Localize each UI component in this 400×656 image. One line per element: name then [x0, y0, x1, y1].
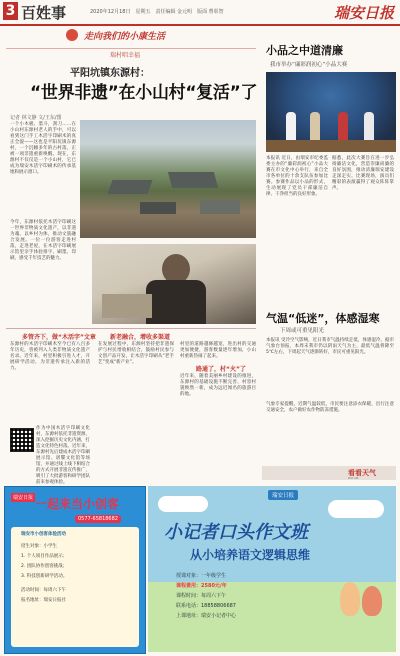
- ad-left-phone: 0577-65818682: [75, 515, 121, 523]
- header-design: 版面 曹彰智: [197, 9, 224, 15]
- ad-left-line: 招生对象：小学生: [21, 544, 57, 549]
- maker-ad[interactable]: [4, 486, 146, 654]
- subtitle-3: 路通了，村“火”了: [196, 366, 246, 373]
- ad-left-tag: 瑞安日报: [13, 495, 34, 501]
- article-column-7: 近年来，随着美丽乡村建设的推进，东源村的基础设施不断完善，村容村貌焕然一新，成为远近闻名的旅游目的地。: [180, 374, 256, 397]
- header-editor: 责任编辑 金元明: [155, 9, 193, 15]
- article-column-6: 村里的道路越修越宽，进出村的交通更加便捷，游客数量逐年增加，小山村重新热闹了起来。: [180, 342, 256, 359]
- right-subhead-1: 我市举办“廉彩润初心”小品大赛: [270, 62, 348, 68]
- article-column-3: 东源村的木活字印刷术至今已有八百多年历史，曾被列入人类非物质文化遗产名录。近年来，村里积极引进人才，开展研学活动，为非遗传承注入新的活力。: [10, 342, 90, 371]
- weather-tag: [262, 466, 396, 480]
- article-subhead: 平阳坑镇东源村：: [70, 68, 150, 79]
- right-body-1b: 据悉，此次大赛旨在进一步弘扬廉洁文化，营造崇廉尚廉的良好氛围，推动清廉瑞安建设走深走实。比赛现场，演员们精彩的表演赢得了观众阵阵掌声。: [332, 156, 394, 191]
- ad-right-line: 授课对象：一年级学生: [176, 573, 227, 579]
- header-meta: [90, 8, 224, 15]
- weather-label: 看看天气: [348, 469, 376, 477]
- ad-right-line: 联系电话：18858806687: [176, 603, 236, 609]
- lead-article: [6, 28, 258, 485]
- ad-left-line: 活动时间：每周六下午: [21, 588, 66, 593]
- header-date: 2020年12月18日: [90, 9, 131, 15]
- article-byline: 记者 林文静 文/王东/图: [10, 115, 62, 121]
- right-headline-1: 小品之中道清廉: [266, 44, 343, 57]
- article-column-1: 一个小木板、墨斗，刮刀……在小山村东源村老人的手中，可以看到这门手工木活字印刷术的真正全貌——这也是平阳坑镇东源村，一个沉睡多年的古村落，正被一项非遗重新唤醒。现在，东源村不仅仅是一个小山村，它已成为瑞安木活字印刷术的传承基地和展示窗口。: [10, 122, 76, 175]
- ad-left-subtitle: 瑞安市小创客体验活动: [21, 532, 66, 537]
- ad-right-subtitle: 从小培养语文逻辑思维: [190, 548, 311, 562]
- subtitle-2: 新老融合，增收多渠道: [110, 334, 171, 341]
- newspaper-brand: 瑞安日报: [333, 4, 394, 22]
- ad-left-line: 3. 科技创新研学活动。: [21, 574, 68, 579]
- ad-right-line: 课程时间：每周六下午: [176, 593, 227, 599]
- header-weekday: 星期五: [135, 9, 151, 15]
- printing-craftsman-photo: [92, 244, 256, 324]
- ad-left-line: 2. 团队协作创客挑战；: [21, 564, 68, 569]
- article-column-2: 今年，东源村依托木活字印刷这一世界非物质文化遗产，以非遗为魂、以乡村为体，推动文旅融合发展。一位一位游客走进村落，走进老屋，在木活字印刷展示馆里亲手体验排字、刷墨、印刷，感受千年技艺的魅力。: [10, 220, 76, 261]
- ad-right-logo: 瑞安日报: [268, 490, 298, 500]
- column-logo-icon: [66, 29, 78, 41]
- page-number: 3: [3, 2, 18, 20]
- ad-left-panel: [11, 527, 139, 647]
- column-banner: [6, 28, 256, 49]
- weather-sub: RUI AN: [348, 476, 359, 480]
- writing-class-ad[interactable]: [148, 486, 396, 652]
- ad-right-line: 上课地址：瑞安小记者中心: [176, 613, 237, 619]
- ad-left-title: 一起来当小创客: [35, 497, 120, 511]
- article-column-5: 在发展过程中，东源村坚持把非遗保护与村民增收相结合，鼓励村民参与文创产品开发，让木活字印刷从“老手艺”变成“新产业”。: [98, 342, 174, 365]
- right-body-2: 本报讯 受冷空气影响，近日我市气温持续走低，体感湿冷。据市气象台预报，本周末我市仍以阴雨天气为主，最低气温将降至5℃左右，下周起天气逐渐转好，市民可重见阳光。: [266, 338, 394, 355]
- article-column-4: 作为中国木活字印刷文化村，东源村依托非遗资源，深入挖掘历史文化内涵，打造文化特色村落。近年来，东源村先后建成木活字印刷展示馆、谱牒文化馆等场馆，并通过线上线下相结合的方式开展非遗宣传推广，吸引了大批游客和研学团队前来参观体验。: [36, 426, 90, 485]
- right-column: [262, 28, 396, 482]
- section-divider: [6, 328, 256, 329]
- ad-left-line: 报名地址：瑞安日报社: [21, 598, 66, 603]
- subtitle-1: 多管齐下，做“木活字”文章: [22, 334, 96, 341]
- article-headline: “世界非遗”在小山村“复活”了: [30, 83, 258, 103]
- page-header: [0, 0, 400, 26]
- right-subhead-2: 下周或可重见阳光: [280, 328, 325, 334]
- stage-performance-photo: [266, 72, 396, 152]
- right-body-1: 本报讯 近日，由瑞安市纪委监委主办的“廉彩润初心”小品大赛在市文化中心举行，来自全市各单位的十余支队伍参加比赛。参赛作品以小品的形式，生动展现了党员干部廉洁自律、干净担当的良好形象。: [266, 156, 328, 197]
- qr-code-icon: [10, 428, 34, 452]
- ad-left-line: 1. 个人项目作品展示；: [21, 554, 68, 559]
- column-banner-text: 走向我们的小康生活: [84, 32, 166, 42]
- village-landscape-photo: [80, 120, 256, 238]
- right-headline-2: 气温“低迷”，体感湿寒: [266, 312, 380, 325]
- ad-right-line: 课程费用：2580元/年: [176, 583, 227, 589]
- section-title: 百姓事: [21, 4, 67, 22]
- right-body-2b: 气象专家提醒，近期气温较低，市民要注意添衣保暖，出行注意交通安全，农户做好农作物防冻措施。: [266, 402, 394, 413]
- ad-right-title: 小记者口头作文班: [164, 522, 308, 543]
- column-kicker: 瑞村唱幸福: [110, 52, 141, 59]
